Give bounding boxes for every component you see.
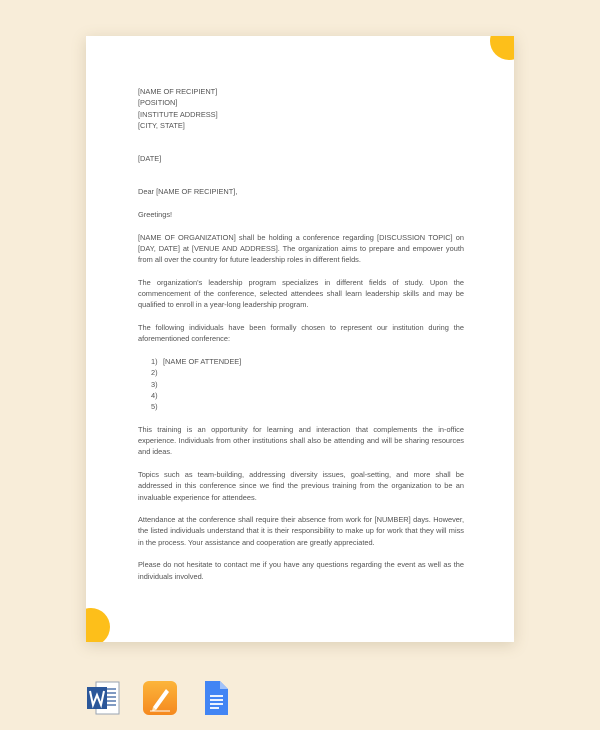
paragraph-attendance: Attendance at the conference shall require their absence from work for [NUMBER] days. However, the listed individuals understand that it is their responsibility to make up for work that they will miss in the process. Your assistance and cooperation are greatly appreciated.	[138, 515, 464, 547]
google-docs-icon[interactable]	[198, 680, 234, 716]
paragraph-contact: Please do not hesitate to contact me if you have any questions regarding the event as well as the individuals involved.	[138, 560, 464, 581]
recipient-institute-address: [INSTITUTE ADDRESS]	[138, 109, 218, 119]
attendee-list	[138, 356, 464, 412]
word-icon[interactable]	[86, 680, 122, 716]
format-icons	[86, 680, 234, 716]
list-number: 3)	[151, 379, 158, 389]
paragraph-conference: [NAME OF ORGANIZATION] shall be holding a conference regarding [DISCUSSION TOPIC] on [DAY, DATE] at [VENUE AND ADDRESS]. The organization aims to prepare and empower youth from all over the country for future leadership roles in different fields.	[138, 232, 464, 265]
list-item	[151, 379, 464, 390]
recipient-city-state: [CITY, STATE]	[138, 120, 185, 130]
paragraph-attendees-intro: The following individuals have been formally chosen to represent our institution during the aforementioned conference:	[138, 323, 464, 344]
list-number: 1)	[151, 356, 158, 366]
decorative-circle-bottom-left	[86, 608, 110, 642]
decorative-circle-top-right	[490, 36, 514, 60]
greeting: Greetings!	[138, 210, 173, 220]
letter-date: [DATE]	[138, 154, 162, 164]
list-item	[151, 401, 464, 412]
list-number: 5)	[151, 402, 158, 412]
paragraph-topics: Topics such as team-building, addressing diversity issues, goal-setting, and more shall be addressed in this conference since we find the previous training from the organization to be an invaluable experience for attendees.	[138, 469, 464, 502]
recipient-position: [POSITION]	[138, 98, 178, 108]
pages-icon[interactable]	[142, 680, 178, 716]
paragraph-program: The organization's leadership program specializes in different fields of study. Upon the commencement of the conference, selected attendees shall learn leadership skills and may be qualified to enroll in a year-long leadership program.	[138, 277, 464, 310]
list-item	[151, 390, 464, 401]
recipient-name: [NAME OF RECIPIENT]	[138, 87, 218, 96]
recipient-address	[138, 86, 464, 131]
salutation: Dear [NAME OF RECIPIENT],	[138, 187, 238, 197]
list-number: 2)	[151, 368, 158, 378]
list-number: 4)	[151, 390, 158, 400]
letter-body	[138, 86, 464, 593]
list-item	[151, 356, 464, 367]
attendee-name: [NAME OF ATTENDEE]	[163, 356, 242, 366]
list-item	[151, 367, 464, 378]
paragraph-training: This training is an opportunity for learning and interaction that complements the in-office experience. Individuals from other institutions shall also be attending and will be sharing resources and ideas.	[138, 424, 464, 457]
letter-page	[86, 36, 514, 642]
